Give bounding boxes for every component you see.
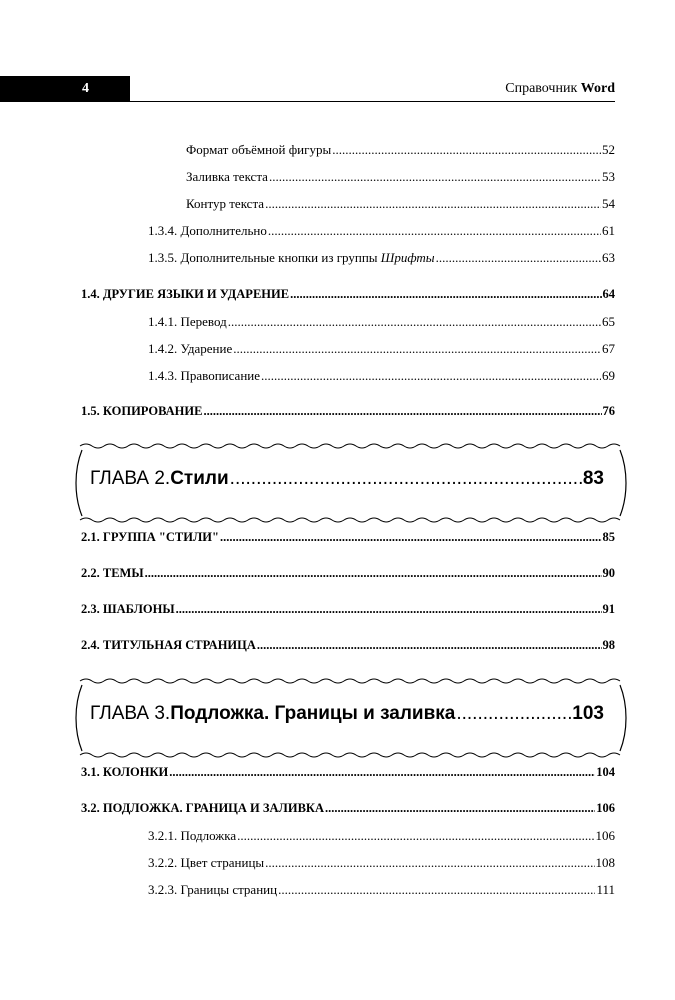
toc-leader bbox=[456, 703, 571, 725]
toc-entry-label: 1.3.4. Дополнительно bbox=[148, 223, 267, 238]
toc-section-label: 3.1. КОЛОНКИ bbox=[81, 765, 169, 779]
toc-section-page: 90 bbox=[602, 566, 615, 580]
toc-leader bbox=[176, 602, 602, 617]
page-header bbox=[0, 76, 615, 102]
toc-section-label: 2.4. ТИТУЛЬНАЯ СТРАНИЦА bbox=[81, 638, 256, 652]
toc-section[interactable] bbox=[81, 765, 615, 780]
chapter-title: Стили bbox=[170, 468, 229, 489]
toc-section[interactable] bbox=[81, 602, 615, 617]
toc-entry-page: 69 bbox=[602, 368, 615, 383]
chapter-title: Подложка. Границы и заливка bbox=[170, 703, 456, 724]
toc-leader bbox=[261, 368, 601, 384]
toc-entry-label: 1.4.1. Перевод bbox=[148, 314, 227, 329]
toc-section-label: 2.1. ГРУППА "СТИЛИ" bbox=[81, 530, 219, 544]
toc-entry-label: Формат объёмной фигуры bbox=[186, 142, 332, 157]
running-title-prefix: Справочник bbox=[505, 81, 578, 96]
toc-entry-page: 106 bbox=[595, 828, 615, 843]
toc-entry-label: 3.2.3. Границы страниц bbox=[148, 882, 278, 897]
toc-leader bbox=[268, 223, 601, 239]
toc-entry-label: 3.2.2. Цвет страницы bbox=[148, 855, 265, 870]
toc-entry[interactable] bbox=[148, 855, 615, 871]
toc-leader bbox=[265, 855, 594, 871]
toc-section-label: 2.3. ШАБЛОНЫ bbox=[81, 602, 175, 616]
toc-entry-label: 1.4.2. Ударение bbox=[148, 341, 233, 356]
chapter-page: 83 bbox=[582, 468, 604, 489]
toc-section-label: 2.2. ТЕМЫ bbox=[81, 566, 144, 580]
toc-entry[interactable] bbox=[186, 142, 615, 158]
toc-leader bbox=[230, 468, 582, 490]
toc-section[interactable] bbox=[81, 801, 615, 816]
running-title-bold: Word bbox=[580, 81, 615, 96]
toc-section[interactable] bbox=[81, 287, 615, 302]
toc-leader bbox=[265, 196, 601, 212]
running-title bbox=[505, 81, 615, 97]
chapter-2-line bbox=[90, 468, 604, 490]
toc-section-label: 3.2. ПОДЛОЖКА. ГРАНИЦА И ЗАЛИВКА bbox=[81, 801, 324, 815]
toc-section[interactable] bbox=[81, 404, 615, 419]
toc-leader bbox=[220, 530, 602, 545]
toc-leader bbox=[145, 566, 602, 581]
toc-leader bbox=[257, 638, 602, 653]
chapter-prefix: ГЛАВА 2. bbox=[90, 468, 171, 489]
toc-entry[interactable] bbox=[148, 368, 615, 384]
toc-leader bbox=[332, 142, 601, 158]
toc-entry-page: 65 bbox=[602, 314, 615, 329]
toc-section-page: 104 bbox=[596, 765, 615, 779]
toc-entry-page: 52 bbox=[602, 142, 615, 157]
toc-entry[interactable] bbox=[186, 196, 615, 212]
chapter-3-heading[interactable] bbox=[74, 675, 628, 761]
toc-section-page: 91 bbox=[602, 602, 615, 616]
toc-entry-label: Заливка текста bbox=[186, 169, 268, 184]
toc-section-page: 106 bbox=[596, 801, 615, 815]
toc-entry[interactable] bbox=[148, 341, 615, 357]
toc-section-page: 64 bbox=[602, 287, 615, 301]
toc-entry-label: 1.4.3. Правописание bbox=[148, 368, 261, 383]
chapter-3-line bbox=[90, 703, 604, 725]
toc-entry-page: 54 bbox=[602, 196, 615, 211]
toc-section-page: 98 bbox=[602, 638, 615, 652]
toc-entry[interactable] bbox=[148, 828, 615, 844]
toc-entry[interactable] bbox=[148, 314, 615, 330]
toc-leader bbox=[290, 287, 601, 302]
toc-leader bbox=[169, 765, 595, 780]
toc-entry[interactable] bbox=[148, 882, 615, 898]
chapter-page: 103 bbox=[572, 703, 604, 724]
toc-section-label: 1.5. КОПИРОВАНИЕ bbox=[81, 404, 203, 418]
toc-leader bbox=[237, 828, 594, 844]
toc-section-page: 85 bbox=[602, 530, 615, 544]
toc-entry-page: 111 bbox=[596, 882, 615, 897]
toc-section[interactable] bbox=[81, 638, 615, 653]
toc-entry-page: 61 bbox=[602, 223, 615, 238]
toc-entry[interactable] bbox=[148, 223, 615, 239]
toc-leader bbox=[278, 882, 595, 898]
toc-section-page: 76 bbox=[602, 404, 615, 418]
toc-section[interactable] bbox=[81, 566, 615, 581]
toc-leader bbox=[325, 801, 595, 816]
toc-entry-label-italic: Шрифты bbox=[380, 250, 435, 265]
toc-entry[interactable] bbox=[186, 169, 615, 185]
toc-leader bbox=[228, 314, 601, 330]
toc-section[interactable] bbox=[81, 530, 615, 545]
toc-leader bbox=[203, 404, 601, 419]
toc-entry-label: Контур текста bbox=[186, 196, 265, 211]
toc-entry-label: 1.3.5. Дополнительные кнопки из группы Шрифты bbox=[148, 250, 435, 265]
page-number: 4 bbox=[0, 76, 130, 102]
toc-leader bbox=[233, 341, 601, 357]
toc-leader bbox=[436, 250, 601, 266]
toc-entry-label: 3.2.1. Подложка bbox=[148, 828, 237, 843]
toc-entry-page: 63 bbox=[602, 250, 615, 265]
header-rule bbox=[130, 101, 615, 102]
toc-entry-page: 108 bbox=[595, 855, 615, 870]
chapter-2-heading[interactable] bbox=[74, 440, 628, 526]
chapter-prefix: ГЛАВА 3. bbox=[90, 703, 171, 724]
toc-entry-page: 53 bbox=[602, 169, 615, 184]
toc-entry[interactable] bbox=[148, 250, 615, 266]
toc-section-label: 1.4. ДРУГИЕ ЯЗЫКИ И УДАРЕНИЕ bbox=[81, 287, 290, 301]
toc-entry-page: 67 bbox=[602, 341, 615, 356]
toc-leader bbox=[269, 169, 601, 185]
